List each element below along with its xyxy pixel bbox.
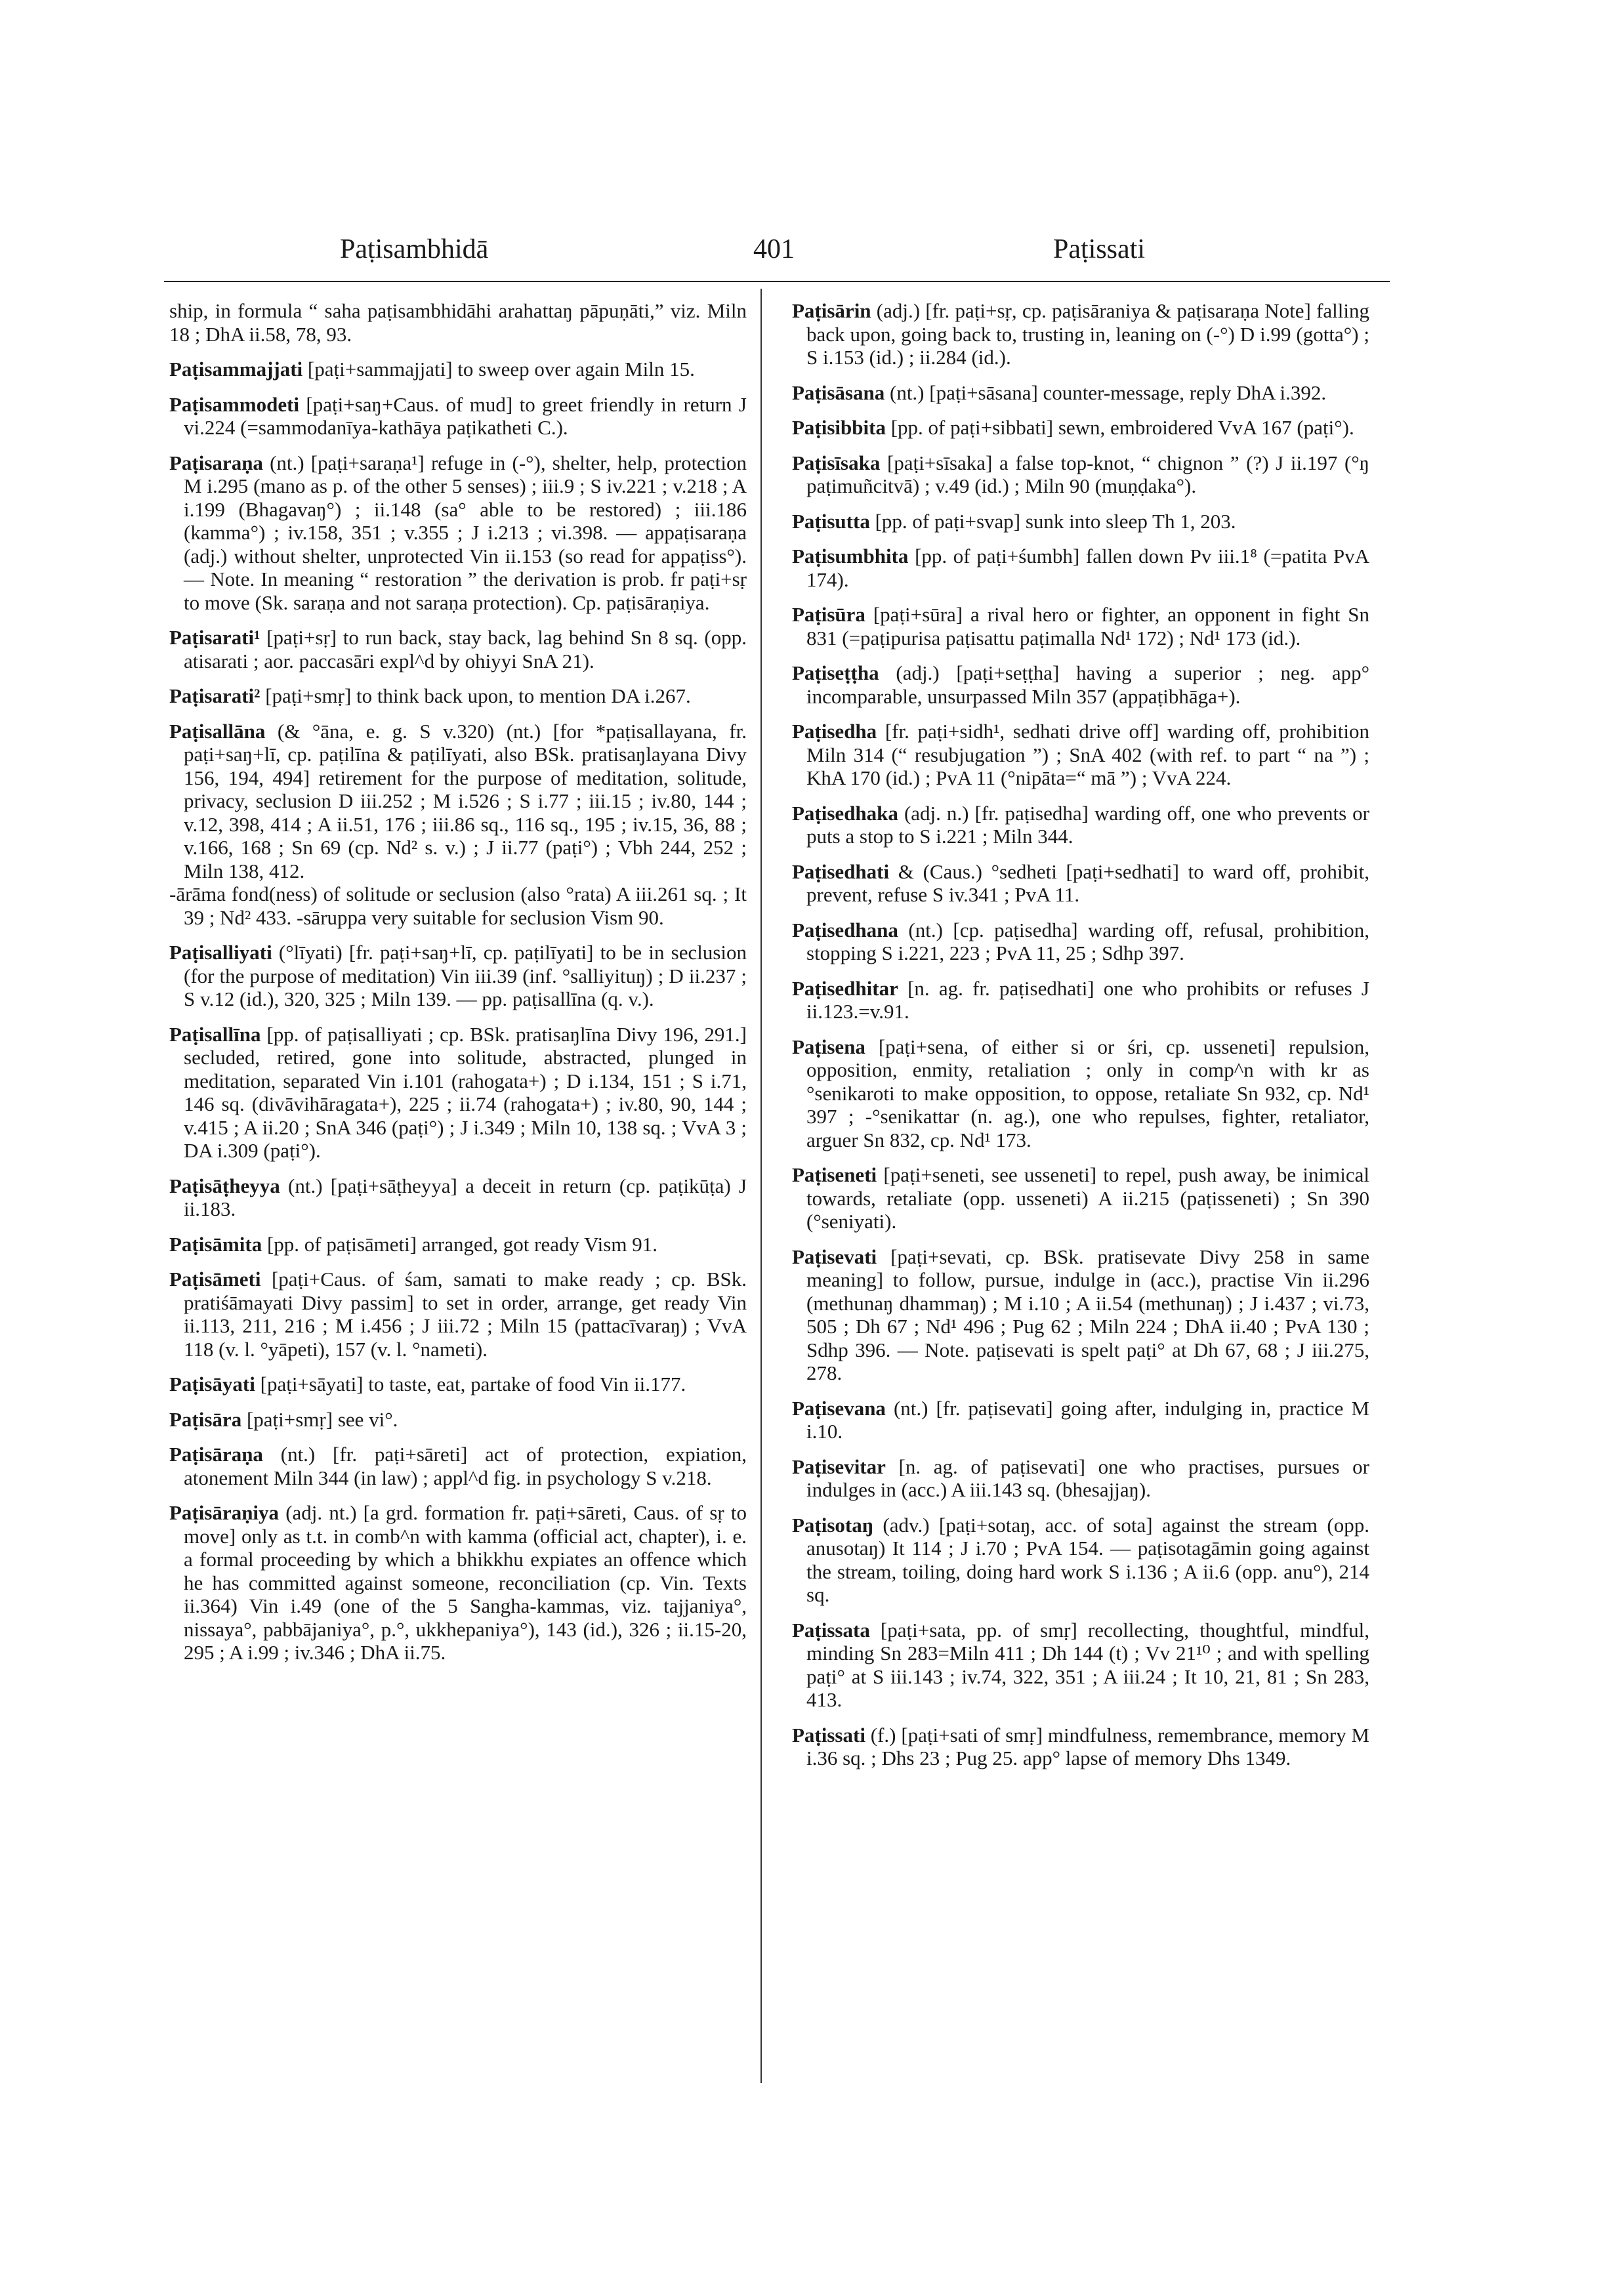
- headword: Paṭisāmeti: [169, 1268, 261, 1291]
- header-rule: [164, 281, 1390, 282]
- headword: Paṭisotaŋ: [792, 1513, 873, 1537]
- running-head-right: Paṭissati: [1053, 234, 1146, 264]
- entry-text: [n. ag. of paṭisevati] one who practises, pursues or indulges in (acc.) A iii.143 sq. (bhesajjaŋ).: [806, 1455, 1369, 1501]
- headword: Paṭisedhitar: [792, 976, 898, 1000]
- entry-text: [paṭi+sevati, cp. BSk. pratisevate Divy 258 in same meaning] to follow, pursue, indulge in (acc.), practise Vin ii.296 (methunaŋ dhammaŋ) ; M i.10 ; A ii.54 (methunaŋ) ; J i.437 ; vi.73, 505 ; Dh 67 ; Nd¹ 496 ; Pug 62 ; Miln 224 ; DhA ii.40 ; PvA 130 ; Sdhp 396. — Note. paṭisevati is spelt paṭi° at Dh 67, 68 ; J iii.275, 278.: [806, 1245, 1369, 1384]
- dictionary-entry: [169, 1023, 747, 1163]
- dictionary-entry: [169, 941, 747, 1011]
- headword: Paṭisedhaka: [792, 801, 898, 825]
- dictionary-entry: [169, 1408, 747, 1432]
- dictionary-entry: [169, 358, 747, 381]
- dictionary-entry: [169, 626, 747, 672]
- dictionary-entry: [792, 977, 1369, 1023]
- left-column: [169, 299, 747, 1676]
- dictionary-entry: [792, 720, 1369, 790]
- entry-text: (f.) [paṭi+sati of smṛ] mindfulness, remembrance, memory M i.36 sq. ; Dhs 23 ; Pug 25. app° lapse of memory Dhs 1349.: [806, 1723, 1369, 1769]
- entry-text: (nt.) [paṭi+sāsana] counter-message, reply DhA i.392.: [885, 381, 1327, 404]
- entry-text: (°līyati) [fr. paṭi+saŋ+lī, cp. paṭilīyati] to be in seclusion (for the purpose of meditation) Vin iii.39 (inf. °salliyituŋ) ; D ii.237 ; S v.12 (id.), 320, 325 ; Miln 139. — pp. paṭisallīna (q. v.).: [184, 941, 747, 1010]
- headword: Paṭisāṭheyya: [169, 1174, 280, 1197]
- headword: Paṭisevati: [792, 1245, 877, 1268]
- dictionary-entry: [169, 299, 747, 346]
- entry-text: (adj.) [fr. paṭi+sṛ, cp. paṭisāraniya & paṭisaraṇa Note] falling back upon, going back to, trusting in, leaning on (-°) D i.99 (gotta°) ; S i.153 (id.) ; ii.284 (id.).: [806, 299, 1369, 369]
- headword: Paṭisammodeti: [169, 392, 300, 416]
- dictionary-entry: [169, 1373, 747, 1396]
- entry-text: [paṭi+saŋ+Caus. of mud] to greet friendly in return J vi.224 (=sammodanīya-kathāya paṭikatheti C.).: [184, 392, 747, 439]
- entry-text: [paṭi+sammajjati] to sweep over again Miln 15.: [302, 358, 695, 381]
- entry-text: (nt.) [fr. paṭisevati] going after, indulging in, practice M i.10.: [806, 1396, 1369, 1443]
- dictionary-entry: [169, 1268, 747, 1361]
- dictionary-entry: [169, 1174, 747, 1221]
- entry-text: [pp. of paṭi+svap] sunk into sleep Th 1, 203.: [869, 509, 1236, 533]
- headword: Paṭiseneti: [792, 1163, 877, 1186]
- dictionary-entry: [792, 451, 1369, 498]
- dictionary-entry: [792, 299, 1369, 369]
- running-head-left: Paṭisambhidā: [340, 234, 489, 264]
- headword: Paṭisaraṇa: [169, 451, 263, 474]
- entry-text: [paṭi+smṛ] to think back upon, to mention DA i.267.: [260, 684, 691, 707]
- dictionary-entry: [169, 720, 747, 930]
- headword: Paṭisalliyati: [169, 941, 272, 964]
- headword: Paṭisedhana: [792, 918, 898, 941]
- dictionary-entry: [792, 1724, 1369, 1770]
- dictionary-entry: [169, 1501, 747, 1664]
- headword: Paṭisāsana: [792, 381, 885, 404]
- entry-text: & (Caus.) °sedheti [paṭi+sedhati] to ward off, prohibit, prevent, refuse S iv.341 ; PvA 11.: [806, 859, 1369, 906]
- headword: Paṭissati: [792, 1723, 865, 1747]
- entry-text: [pp. of paṭi+sibbati] sewn, embroidered VvA 167 (paṭi°).: [885, 416, 1354, 439]
- entry-text: (adj.) [paṭi+seṭṭha] having a superior ; neg. app° incomparable, unsurpassed Miln 357 (appaṭibhāga+).: [806, 661, 1369, 708]
- dictionary-entry: [792, 381, 1369, 405]
- headword: Paṭisarati²: [169, 684, 260, 707]
- entry-text: (adj. nt.) [a grd. formation fr. paṭi+sāreti, Caus. of sṛ to move] only as t.t. in comb^n with kamma (official act, chapter), i. e. a formal proceeding by which a bhikkhu expiates an offence which he has committed against someone, reconciliation (cp. Vin. Texts ii.364) Vin i.49 (one of the 5 Sangha-kammas, viz. tajjaniya°, nissaya°, pabbājaniya°, p.°, ukkhepaniya°), 143 (id.), 326 ; ii.15-20, 295 ; A i.99 ; iv.346 ; DhA ii.75.: [184, 1501, 747, 1664]
- entry-text: [paṭi+sena, of either si or śri, cp. usseneti] repulsion, opposition, enmity, retaliation ; only in comp^n with kr as °senikaroti to make opposition, to oppose, retaliate Sn 932, cp. Nd¹ 397 ; -°senikattar (n. ag.), one who repulses, fighter, retaliator, arguer Sn 832, cp. Nd¹ 173.: [806, 1035, 1369, 1151]
- headword: Paṭisammajjati: [169, 358, 303, 381]
- entry-text: (& °āna, e. g. S v.320) (nt.) [for *paṭisallayana, fr. paṭi+saŋ+lī, cp. paṭilīna & paṭilīyati, also BSk. pratisaŋlayana Divy 156, 194, 494] retirement for the purpose of meditation, solitude, privacy, seclusion D iii.252 ; M i.526 ; S i.77 ; iii.15 ; iv.80, 144 ; v.12, 398, 414 ; A ii.51, 176 ; iii.86 sq., 116 sq., 195 ; iv.15, 36, 88 ; v.166, 168 ; Sn 69 (cp. Nd² s. v.) ; J ii.77 (paṭi°) ; Vbh 244, 252 ; Miln 138, 412.: [184, 719, 747, 882]
- entry-text: (nt.) [fr. paṭi+sāreti] act of protection, expiation, atonement Miln 344 (in law) ; appl^d fig. in psychology S v.218.: [184, 1443, 747, 1489]
- dictionary-entry: [169, 393, 747, 440]
- dictionary-entry: [169, 684, 747, 708]
- headword: Paṭisarati¹: [169, 626, 260, 649]
- headword: Paṭisedha: [792, 720, 877, 743]
- headword: Paṭisevana: [792, 1396, 886, 1420]
- right-column: [792, 299, 1369, 1782]
- headword: Paṭisārin: [792, 299, 871, 322]
- dictionary-entry: [792, 802, 1369, 848]
- headword: Paṭisāraṇa: [169, 1443, 263, 1466]
- headword: Paṭiseṭṭha: [792, 661, 879, 684]
- headword: Paṭisena: [792, 1035, 865, 1058]
- dictionary-entry: [792, 1245, 1369, 1385]
- entry-text: ship, in formula “ saha paṭisambhidāhi arahattaŋ pāpuṇāti,” viz. Miln 18 ; DhA ii.58, 78, 93.: [169, 299, 747, 346]
- entry-text: [paṭi+sīsaka] a false top-knot, “ chignon ” (?) J ii.197 (°ŋ paṭimuñcitvā) ; v.49 (id.) ; Miln 90 (muṇḍaka°).: [806, 451, 1369, 497]
- entry-text: [paṭi+sāyati] to taste, eat, partake of food Vin ii.177.: [255, 1373, 686, 1396]
- entry-text: (adv.) [paṭi+sotaŋ, acc. of sota] against the stream (opp. anusotaŋ) It 114 ; J i.70 ; PvA 154. — paṭisotagāmin going against the stream, toiling, doing hard work S i.136 ; A ii.6 (opp. anu°), 214 sq.: [806, 1513, 1369, 1606]
- dictionary-entry: [792, 1035, 1369, 1152]
- entry-text: (adj. n.) [fr. paṭisedha] warding off, one who prevents or puts a stop to S i.221 ; Miln 344.: [806, 801, 1369, 848]
- dictionary-entry: [792, 1514, 1369, 1607]
- entry-text: [paṭi+seneti, see usseneti] to repel, push away, be inimical towards, retaliate (opp. usseneti) A ii.215 (paṭisseneti) ; Sn 390 (°seniyati).: [806, 1163, 1369, 1233]
- entry-text: [pp. of paṭisalliyati ; cp. BSk. pratisaŋlīna Divy 196, 291.] secluded, retired, gone into solitude, abstracted, plunged in meditation, separated Vin i.101 (rahogata+) ; D i.134, 151 ; S i.71, 146 sq. (divāvihāragata+), 225 ; ii.74 (rahogata+) ; iv.80, 90, 144 ; v.415 ; A ii.20 ; SnA 346 (paṭi°) ; J i.349 ; Miln 10, 138 sq. ; VvA 3 ; DA i.309 (paṭi°).: [184, 1022, 747, 1162]
- dictionary-entry: [169, 1443, 747, 1489]
- entry-text: [fr. paṭi+sidh¹, sedhati drive off] warding off, prohibition Miln 314 (“ resubjugation ”) ; SnA 402 (with ref. to part “ na ”) ; KhA 170 (id.) ; PvA 11 (°nipāta=“ mā ”) ; VvA 224.: [806, 720, 1369, 789]
- dictionary-entry: [792, 1163, 1369, 1233]
- dictionary-entry: [792, 1397, 1369, 1443]
- column-divider: [760, 289, 762, 2083]
- headword: Paṭissata: [792, 1618, 870, 1642]
- dictionary-entry: [169, 1233, 747, 1256]
- headword: Paṭisallīna: [169, 1022, 261, 1046]
- headword: Paṭisāyati: [169, 1373, 255, 1396]
- dictionary-entry: [792, 545, 1369, 591]
- headword: Paṭisūra: [792, 603, 865, 626]
- entry-text: [pp. of paṭisāmeti] arranged, got ready Vism 91.: [262, 1232, 657, 1256]
- headword: Paṭisāra: [169, 1407, 242, 1431]
- dictionary-entry: [792, 1455, 1369, 1502]
- entry-text: [paṭi+sata, pp. of smṛ] recollecting, thoughtful, mindful, minding Sn 283=Miln 411 ; Dh 144 (t) ; Vv 21¹⁰ ; and with spelling paṭi° at S iii.143 ; iv.74, 322, 351 ; A iii.24 ; It 10, 21, 81 ; Sn 283, 413.: [806, 1618, 1369, 1711]
- headword: Paṭisevitar: [792, 1455, 886, 1478]
- headword: Paṭisallāna: [169, 719, 266, 743]
- page-number: 401: [753, 234, 795, 264]
- headword: Paṭisedhati: [792, 859, 890, 883]
- dictionary-entry: [792, 603, 1369, 650]
- dictionary-entry: [792, 661, 1369, 708]
- entry-text: [paṭi+sṛ] to run back, stay back, lag behind Sn 8 sq. (opp. atisarati ; aor. paccasāri expl^d by ohiyyi SnA 21).: [184, 626, 747, 672]
- entry-text: [paṭi+smṛ] see vi°.: [241, 1407, 398, 1431]
- dictionary-entry: [792, 1619, 1369, 1712]
- entry-text: [pp. of paṭi+śumbh] fallen down Pv iii.1⁸ (=patita PvA 174).: [806, 545, 1369, 591]
- dictionary-entry: [169, 451, 747, 615]
- dictionary-entry: [792, 919, 1369, 965]
- dictionary-entry: [792, 860, 1369, 907]
- headword: Paṭisāraṇiya: [169, 1501, 280, 1524]
- headword: Paṭisāmita: [169, 1232, 262, 1256]
- entry-text: [paṭi+Caus. of śam, samati to make ready ; cp. BSk. pratiśāmayati Divy passim] to set in order, arrange, get ready Vin ii.113, 211, 216 ; M i.456 ; J iii.72 ; Miln 15 (pattacīvaraŋ) ; VvA 118 (v. l. °yāpeti), 157 (v. l. °nameti).: [184, 1268, 747, 1361]
- entry-text: (nt.) [paṭi+saraṇa¹] refuge in (-°), shelter, help, protection M i.295 (mano as p. of the other 5 senses) ; iii.9 ; S iv.221 ; v.218 ; A i.199 (Bhagavaŋ°) ; ii.148 (sa° able to be restored) ; iii.186 (kamma°) ; iv.158, 351 ; v.355 ; J i.213 ; vi.398. — appaṭisaraṇa (adj.) without shelter, unprotected Vin ii.153 (so read for appaṭiss°). — Note. In meaning “ restoration ” the derivation is prob. fr paṭi+sṛ to move (Sk. saraṇa and not saraṇa protection). Cp. paṭisāraṇiya.: [184, 451, 747, 614]
- dictionary-entry: [792, 510, 1369, 533]
- entry-text: (nt.) [cp. paṭisedha] warding off, refusal, prohibition, stopping S i.221, 223 ; PvA 11, 25 ; Sdhp 397.: [806, 918, 1369, 964]
- entry-text: [paṭi+sūra] a rival hero or fighter, an opponent in fight Sn 831 (=paṭipurisa paṭisattu paṭimalla Nd¹ 172) ; Nd¹ 173 (id.).: [806, 603, 1369, 650]
- headword: Paṭisibbita: [792, 416, 886, 439]
- headword: Paṭisīsaka: [792, 451, 881, 474]
- entry-text: [n. ag. fr. paṭisedhati] one who prohibits or refuses J ii.123.=v.91.: [806, 976, 1369, 1023]
- dictionary-entry: [792, 416, 1369, 440]
- entry-text: (nt.) [paṭi+sāṭheyya] a deceit in return (cp. paṭikūṭa) J ii.183.: [184, 1174, 747, 1220]
- headword: Paṭisumbhita: [792, 545, 909, 568]
- headword: Paṭisutta: [792, 509, 870, 533]
- compound-subentry: -ārāma fond(ness) of solitude or seclusion (also °rata) A iii.261 sq. ; It 39 ; Nd² 433. -sāruppa very suitable for seclusion Vism 90.: [169, 882, 747, 929]
